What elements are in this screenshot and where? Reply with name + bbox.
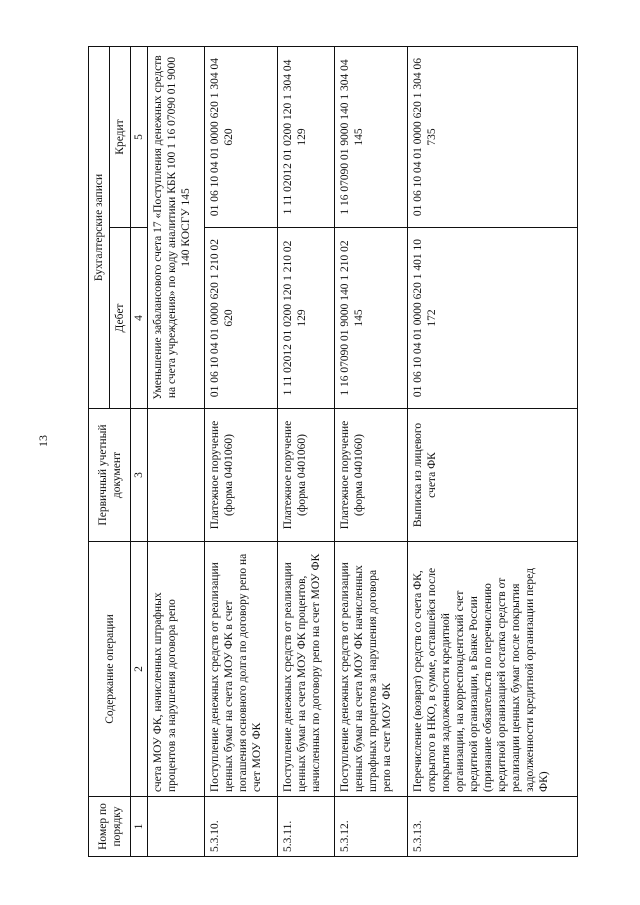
row-credit: 01 06 10 04 01 0000 620 1 304 06 735 — [407, 47, 577, 228]
column-index: 1 — [131, 797, 148, 857]
header-number: Номер по порядку — [89, 797, 131, 857]
row-number — [148, 797, 205, 857]
table-row-continuation — [148, 47, 205, 857]
row-number: 5.3.12. — [334, 797, 407, 857]
accounting-entries-table — [88, 46, 578, 857]
row-operation: Перечисление (возврат) средств со счета ФК, открытого в НКО, в сумме, оставшейся после покрытия задолженности кредитной организации, на корреспондентский счет кредитной организации, в Банке России (признание обязательств по перечислению кредитной организацией остатка средств от реализации ценных бумаг после покрытия задолженности кредитной организации перед ФК) — [407, 542, 577, 797]
row-number: 5.3.11. — [277, 797, 334, 857]
header-debit: Дебет — [110, 228, 131, 409]
row-offbalance-note: Уменьшение забалансового счета 17 «Поступления денежных средств на счета учреждения» по коду аналитики КБК 100 1 16 07090 01 9000 140 КОСГУ 145 — [148, 47, 205, 409]
row-credit: 01 06 10 04 01 0000 620 1 304 04 620 — [204, 47, 277, 228]
table-row — [204, 47, 277, 857]
table-row — [407, 47, 577, 857]
row-operation: счета МОУ ФК, начисленных штрафных процентов за нарушения договора репо — [148, 542, 205, 797]
row-document: Выписка из лицевого счета ФК — [407, 409, 577, 542]
row-operation: Поступление денежных средств от реализации ценных бумаг на счета МОУ ФК процентов, начисленных по договору репо на счет МОУ ФК — [277, 542, 334, 797]
row-debit: 01 06 10 04 01 0000 620 1 210 02 620 — [204, 228, 277, 409]
row-document: Платежное поручение (форма 0401060) — [277, 409, 334, 542]
row-debit: 1 16 07090 01 9000 140 1 210 02 145 — [334, 228, 407, 409]
row-operation: Поступление денежных средств от реализации ценных бумаг на счета МОУ ФК в счет погашения основного долга по договору репо на счет МОУ ФК — [204, 542, 277, 797]
column-index: 2 — [131, 542, 148, 797]
page-number: 13 — [36, 435, 50, 447]
table-row — [277, 47, 334, 857]
row-document — [148, 409, 205, 542]
header-operation: Содержание операции — [89, 542, 131, 797]
rotated-sheet — [88, 47, 578, 857]
row-number: 5.3.10. — [204, 797, 277, 857]
row-debit: 01 06 10 04 01 0000 620 1 401 10 172 — [407, 228, 577, 409]
row-document: Платежное поручение (форма 0401060) — [204, 409, 277, 542]
column-index: 4 — [131, 228, 148, 409]
row-credit: 1 16 07090 01 9000 140 1 304 04 145 — [334, 47, 407, 228]
column-index: 3 — [131, 409, 148, 542]
table-row — [334, 47, 407, 857]
column-index-row — [131, 47, 148, 857]
row-document: Платежное поручение (форма 0401060) — [334, 409, 407, 542]
header-row-1 — [89, 47, 110, 857]
header-credit: Кредит — [110, 47, 131, 228]
row-operation: Поступление денежных средств от реализации ценных бумаг на счета МОУ ФК начисленных штрафных процентов за нарушения договора репо на счет МОУ ФК — [334, 542, 407, 797]
row-credit: 1 11 02012 01 0200 120 1 304 04 129 — [277, 47, 334, 228]
header-entries: Бухгалтерские записи — [89, 47, 110, 409]
header-document: Первичный учетный документ — [89, 409, 131, 542]
row-debit: 1 11 02012 01 0200 120 1 210 02 129 — [277, 228, 334, 409]
row-number: 5.3.13. — [407, 797, 577, 857]
column-index: 5 — [131, 47, 148, 228]
